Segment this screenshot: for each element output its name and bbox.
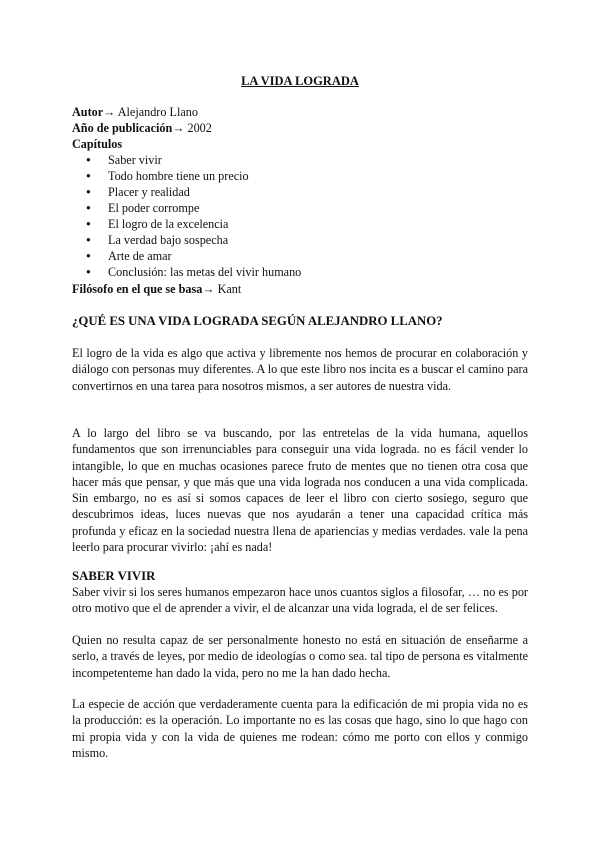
author-line [72,104,532,120]
paragraph: Quien no resulta capaz de ser personalmente honesto no está en situación de enseñarme a serlo, a través de leyes, por medio de ideologías o como sea. tal tipo de persona es vitalmente incompetenteme han dado la vida, pero no me la han dado hecha. [72,633,528,680]
section-heading: ¿QUÉ ES UNA VIDA LOGRADA SEGÚN ALEJANDRO LLANO? [72,314,443,328]
year-label: Año de publicación [72,121,173,135]
list-item: ● Saber vivir [72,152,301,168]
philosopher-line [72,281,532,297]
author-value: → Alejandro Llano [103,105,198,119]
list-item: ● La verdad bajo sospecha [72,232,301,248]
section-heading: SABER VIVIR [72,569,156,583]
author-label: Autor [72,105,104,119]
list-item: ● El poder corrompe [72,200,301,216]
list-item: ● Placer y realidad [72,184,301,200]
chapters-list [72,152,301,280]
paragraph: El logro de la vida es algo que activa y libremente nos hemos de procurar en colaboración y diálogo con personas muy diferentes. A lo que este libro nos incita es a buscar el camino para convertirnos en una tarea para nosotros mismos, a ser autores de nuestra vida. [72,346,528,393]
list-item: ● Conclusión: las metas del vivir humano [72,264,301,280]
chapters-label: Capítulos [72,137,123,151]
paragraph: A lo largo del libro se va buscando, por las entretelas de la vida humana, aquellos fundamentos que son irrenunciables para conseguir una vida lograda. no es fácil vender lo intangible, lo que en muchas ocasiones parece fruto de mentes que no tienen otra cosa que hacer más que pensar, y que más que una vida lograda nos conducen a una vida complicada. Sin embargo, no es así si somos capaces de leer el libro con cierto sosiego, seguro que descubrimos ideas, luces nuevas que nos ayudarán a tener una capacidad crítica más profunda y eficaz en la sociedad nuestra llena de apariencias y medias verdades. vale la pena leerlo para procurar vivirlo: ¡ahí es nada! [72,426,528,555]
year-value: → 2002 [172,121,212,135]
list-item: ● El logro de la excelencia [72,216,301,232]
paragraph: La especie de acción que verdaderamente cuenta para la edificación de mi propia vida no es la producción: es la operación. Lo importante no es las cosas que hago, sino lo que hago con mi propia vida y con la vida de quienes me rodean: cómo me porto con ellos y conmigo mismo. [72,697,528,760]
list-item: ● Todo hombre tiene un precio [72,168,301,184]
paragraph: Saber vivir si los seres humanos empezaron hace unos cuantos siglos a filosofar, … no es por otro motivo que el de aprender a vivir, el de alcanzar una vida lograda, el de ser felices. [72,585,528,616]
philosopher-value: → Kant [202,282,242,296]
document-title: LA VIDA LOGRADA [241,74,359,88]
philosopher-label: Filósofo en el que se basa [72,282,203,296]
year-line [72,120,532,136]
list-item: ● Arte de amar [72,248,301,264]
chapters-heading [72,136,532,152]
